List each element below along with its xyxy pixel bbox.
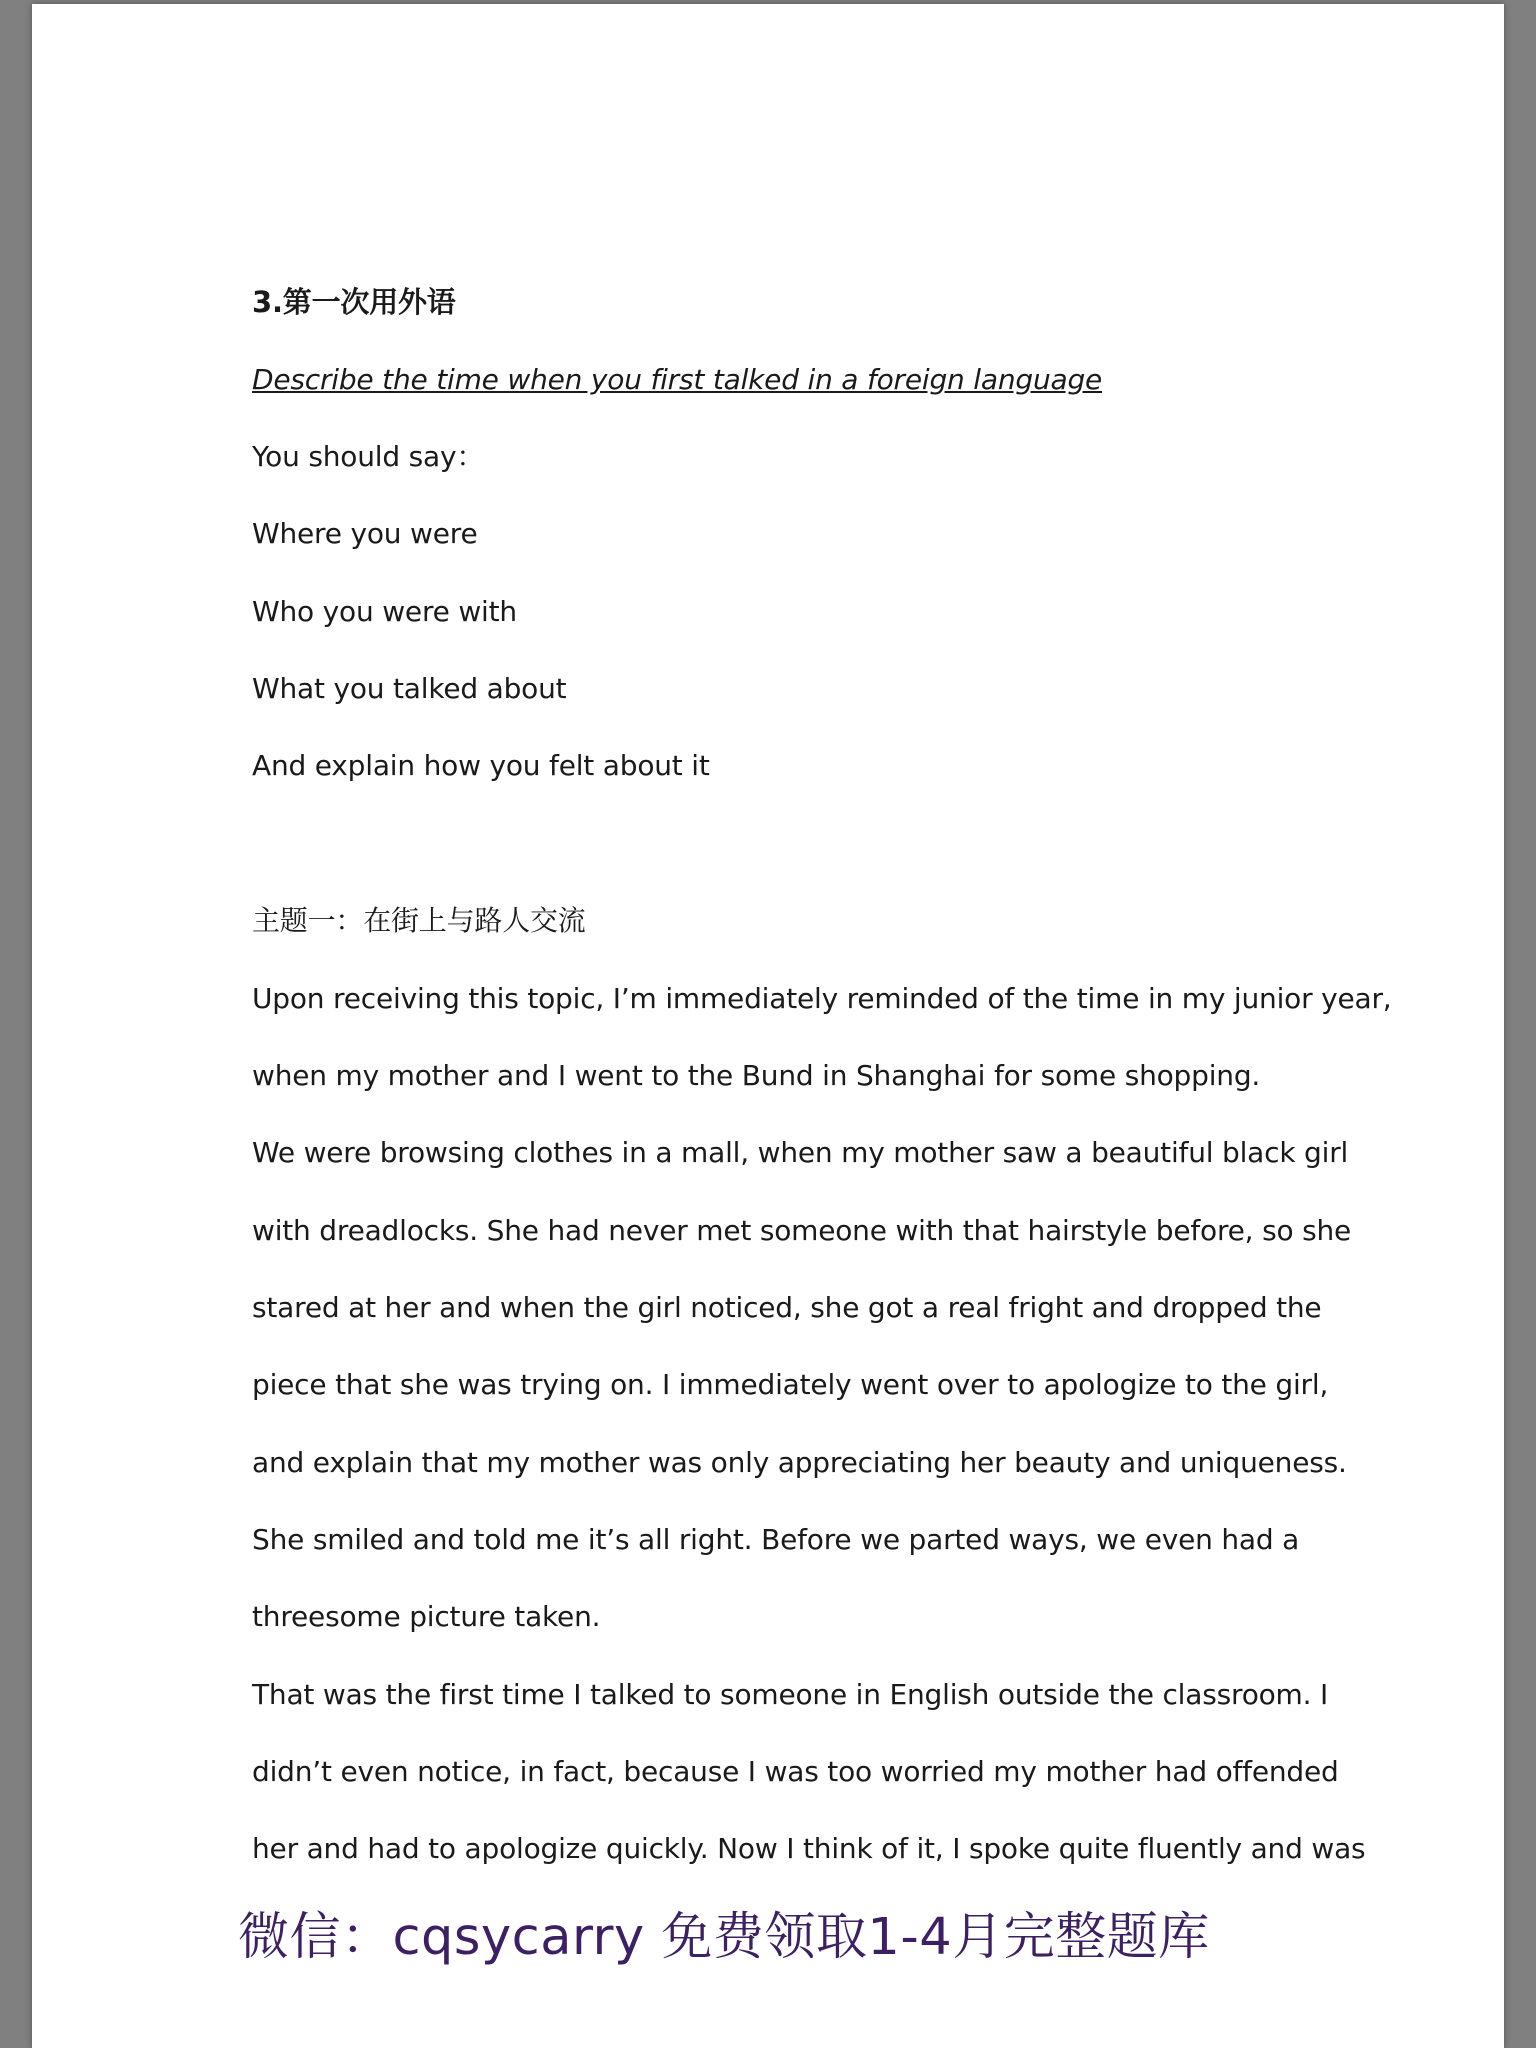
body-line: with dreadlocks. She had never met someone with that hairstyle before, so she <box>252 1214 1352 1247</box>
watermark-text: 微信：cqsycarry 免费领取1-4月完整题库 <box>238 1908 1210 1967</box>
body-line: Upon receiving this topic, I’m immediately reminded of the time in my junior year, <box>252 982 1392 1015</box>
body-line: threesome picture taken. <box>252 1600 601 1633</box>
task-title: Describe the time when you first talked in a foreign language <box>252 363 1103 396</box>
prompt-line: Who you were with <box>252 595 517 628</box>
prompt-line: And explain how you felt about it <box>252 749 710 782</box>
theme-title: 主题一：在街上与路人交流 <box>252 904 586 937</box>
body-line: stared at her and when the girl noticed, she got a real fright and dropped the <box>252 1291 1322 1324</box>
prompt-line: Where you were <box>252 517 478 550</box>
prompt-line: What you talked about <box>252 672 567 705</box>
body-line: That was the first time I talked to someone in English outside the classroom. I <box>252 1678 1329 1711</box>
body-line: didn’t even notice, in fact, because I was too worried my mother had offended <box>252 1755 1339 1788</box>
body-line: She smiled and told me it’s all right. Before we parted ways, we even had a <box>252 1523 1300 1556</box>
body-line: and explain that my mother was only appreciating her beauty and uniqueness. <box>252 1446 1347 1479</box>
body-line: We were browsing clothes in a mall, when my mother saw a beautiful black girl <box>252 1136 1349 1169</box>
document-page <box>32 4 1504 2048</box>
body-line: when my mother and I went to the Bund in Shanghai for some shopping. <box>252 1059 1261 1092</box>
prompt-line: You should say： <box>252 440 485 473</box>
section-heading: 3.第一次用外语 <box>252 285 456 319</box>
body-line: her and had to apologize quickly. Now I think of it, I spoke quite fluently and was <box>252 1832 1366 1865</box>
body-line: piece that she was trying on. I immediately went over to apologize to the girl, <box>252 1368 1329 1401</box>
